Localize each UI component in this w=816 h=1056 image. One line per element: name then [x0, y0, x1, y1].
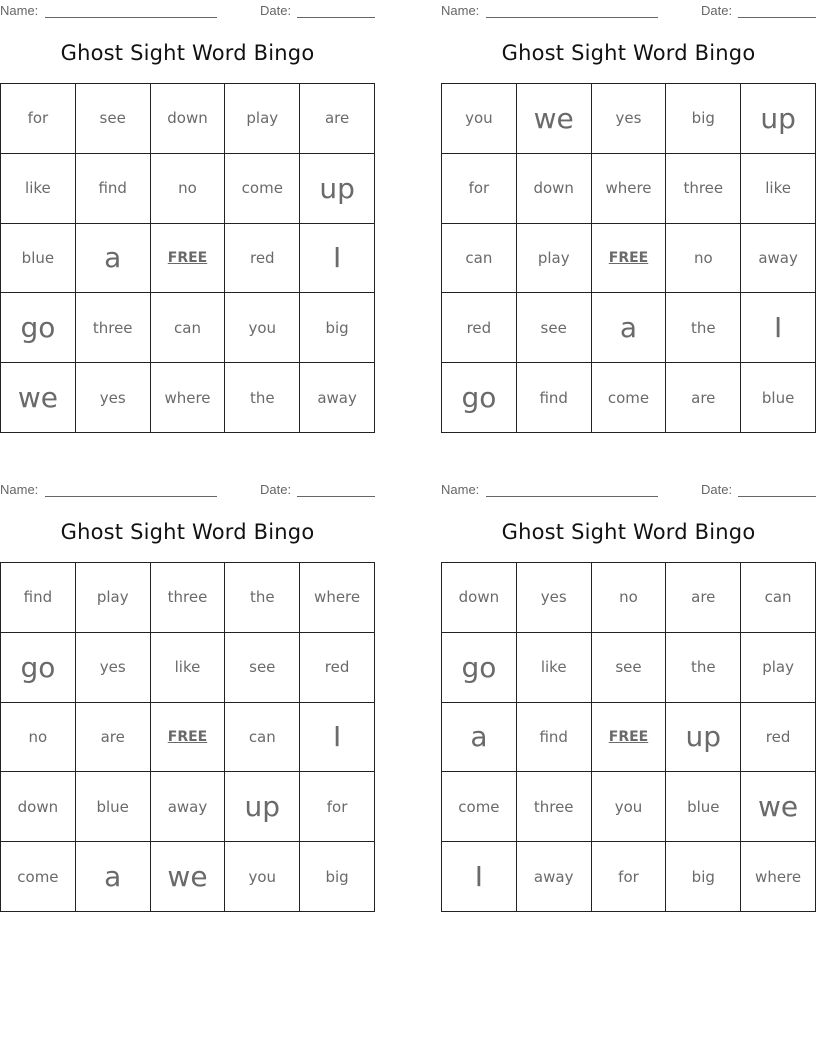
bingo-cell: away: [300, 363, 375, 433]
bingo-cell: a: [76, 842, 151, 912]
bingo-cell: three: [151, 563, 226, 633]
bingo-cell: for: [592, 842, 667, 912]
bingo-cell: play: [76, 563, 151, 633]
bingo-cell: we: [1, 363, 76, 433]
bingo-cell: three: [76, 293, 151, 363]
bingo-cell: you: [592, 772, 667, 842]
bingo-cell: the: [666, 293, 741, 363]
bingo-cell: see: [592, 633, 667, 703]
bingo-cell: red: [741, 703, 816, 773]
bingo-cell: come: [442, 772, 517, 842]
bingo-cell: blue: [1, 224, 76, 294]
bingo-cell: are: [666, 563, 741, 633]
bingo-cell: where: [300, 563, 375, 633]
bingo-cell: I: [442, 842, 517, 912]
bingo-cell: you: [225, 842, 300, 912]
bingo-cell: blue: [666, 772, 741, 842]
free-space-cell: FREE: [151, 703, 226, 773]
bingo-cell: find: [76, 154, 151, 224]
card-title: Ghost Sight Word Bingo: [60, 520, 315, 544]
bingo-cell: down: [151, 84, 226, 154]
date-label: Date:: [701, 482, 733, 497]
name-line: [45, 496, 217, 497]
date-label: Date:: [260, 3, 292, 18]
bingo-cell: play: [225, 84, 300, 154]
bingo-cell: the: [225, 363, 300, 433]
bingo-cell: go: [1, 293, 76, 363]
bingo-cell: blue: [741, 363, 816, 433]
bingo-cell: no: [592, 563, 667, 633]
date-label: Date:: [260, 482, 292, 497]
bingo-cell: no: [1, 703, 76, 773]
bingo-cell: three: [666, 154, 741, 224]
bingo-cell: see: [517, 293, 592, 363]
bingo-cell: come: [592, 363, 667, 433]
bingo-cell: find: [517, 363, 592, 433]
name-label: Name:: [441, 3, 480, 18]
name-label: Name:: [0, 482, 39, 497]
bingo-cell: I: [300, 703, 375, 773]
name-date-header: [441, 2, 816, 20]
bingo-card-3: [0, 479, 375, 912]
bingo-card-4: [441, 479, 816, 912]
bingo-cell: big: [666, 84, 741, 154]
bingo-cell: no: [151, 154, 226, 224]
bingo-card-1: [0, 0, 375, 433]
bingo-cell: like: [517, 633, 592, 703]
name-date-header: [441, 481, 816, 499]
name-label: Name:: [0, 3, 39, 18]
bingo-cell: down: [442, 563, 517, 633]
bingo-cell: a: [76, 224, 151, 294]
bingo-cell: three: [517, 772, 592, 842]
bingo-grid: [441, 83, 816, 433]
bingo-cell: can: [225, 703, 300, 773]
name-line: [486, 17, 658, 18]
bingo-cell: come: [225, 154, 300, 224]
bingo-cell: up: [225, 772, 300, 842]
bingo-cell: are: [666, 363, 741, 433]
bingo-cell: a: [442, 703, 517, 773]
bingo-cell: no: [666, 224, 741, 294]
bingo-cell: yes: [76, 633, 151, 703]
bingo-cell: like: [1, 154, 76, 224]
bingo-cell: down: [517, 154, 592, 224]
bingo-cell: can: [442, 224, 517, 294]
date-line: [297, 17, 375, 18]
bingo-cell: where: [151, 363, 226, 433]
bingo-cell: big: [300, 293, 375, 363]
bingo-grid: [0, 562, 375, 912]
bingo-cell: yes: [76, 363, 151, 433]
bingo-cell: for: [442, 154, 517, 224]
free-space-cell: FREE: [592, 224, 667, 294]
bingo-cell: see: [225, 633, 300, 703]
bingo-cell: down: [1, 772, 76, 842]
bingo-cell: play: [517, 224, 592, 294]
date-label: Date:: [701, 3, 733, 18]
name-label: Name:: [441, 482, 480, 497]
date-line: [738, 496, 816, 497]
bingo-grid: [441, 562, 816, 912]
bingo-cell: like: [151, 633, 226, 703]
card-title: Ghost Sight Word Bingo: [501, 41, 756, 65]
free-space-cell: FREE: [592, 703, 667, 773]
name-line: [486, 496, 658, 497]
date-line: [297, 496, 375, 497]
name-date-header: [0, 481, 375, 499]
bingo-cell: away: [151, 772, 226, 842]
bingo-cell: are: [300, 84, 375, 154]
bingo-cell: the: [666, 633, 741, 703]
bingo-cell: you: [225, 293, 300, 363]
bingo-cell: up: [666, 703, 741, 773]
bingo-cell: find: [517, 703, 592, 773]
bingo-cell: come: [1, 842, 76, 912]
bingo-cell: red: [300, 633, 375, 703]
bingo-cell: away: [517, 842, 592, 912]
bingo-cell: are: [76, 703, 151, 773]
bingo-grid: [0, 83, 375, 433]
bingo-cell: the: [225, 563, 300, 633]
bingo-cell: see: [76, 84, 151, 154]
bingo-cell: blue: [76, 772, 151, 842]
bingo-cell: can: [741, 563, 816, 633]
bingo-cell: for: [1, 84, 76, 154]
bingo-cell: red: [225, 224, 300, 294]
bingo-cell: away: [741, 224, 816, 294]
bingo-cell: go: [442, 363, 517, 433]
bingo-cell: play: [741, 633, 816, 703]
bingo-cell: a: [592, 293, 667, 363]
bingo-card-2: [441, 0, 816, 433]
bingo-cell: for: [300, 772, 375, 842]
bingo-cell: we: [151, 842, 226, 912]
bingo-cell: where: [741, 842, 816, 912]
bingo-cell: up: [300, 154, 375, 224]
bingo-cell: yes: [592, 84, 667, 154]
name-date-header: [0, 2, 375, 20]
bingo-cell: we: [741, 772, 816, 842]
bingo-cell: big: [300, 842, 375, 912]
bingo-cell: I: [741, 293, 816, 363]
bingo-cell: red: [442, 293, 517, 363]
bingo-cell: big: [666, 842, 741, 912]
bingo-cell: go: [1, 633, 76, 703]
bingo-cell: can: [151, 293, 226, 363]
card-title: Ghost Sight Word Bingo: [501, 520, 756, 544]
bingo-cell: up: [741, 84, 816, 154]
card-title: Ghost Sight Word Bingo: [60, 41, 315, 65]
bingo-cell: find: [1, 563, 76, 633]
bingo-cell: yes: [517, 563, 592, 633]
bingo-cell: I: [300, 224, 375, 294]
bingo-cell: you: [442, 84, 517, 154]
bingo-cell: like: [741, 154, 816, 224]
free-space-cell: FREE: [151, 224, 226, 294]
bingo-cell: go: [442, 633, 517, 703]
name-line: [45, 17, 217, 18]
date-line: [738, 17, 816, 18]
bingo-cell: we: [517, 84, 592, 154]
bingo-cell: where: [592, 154, 667, 224]
